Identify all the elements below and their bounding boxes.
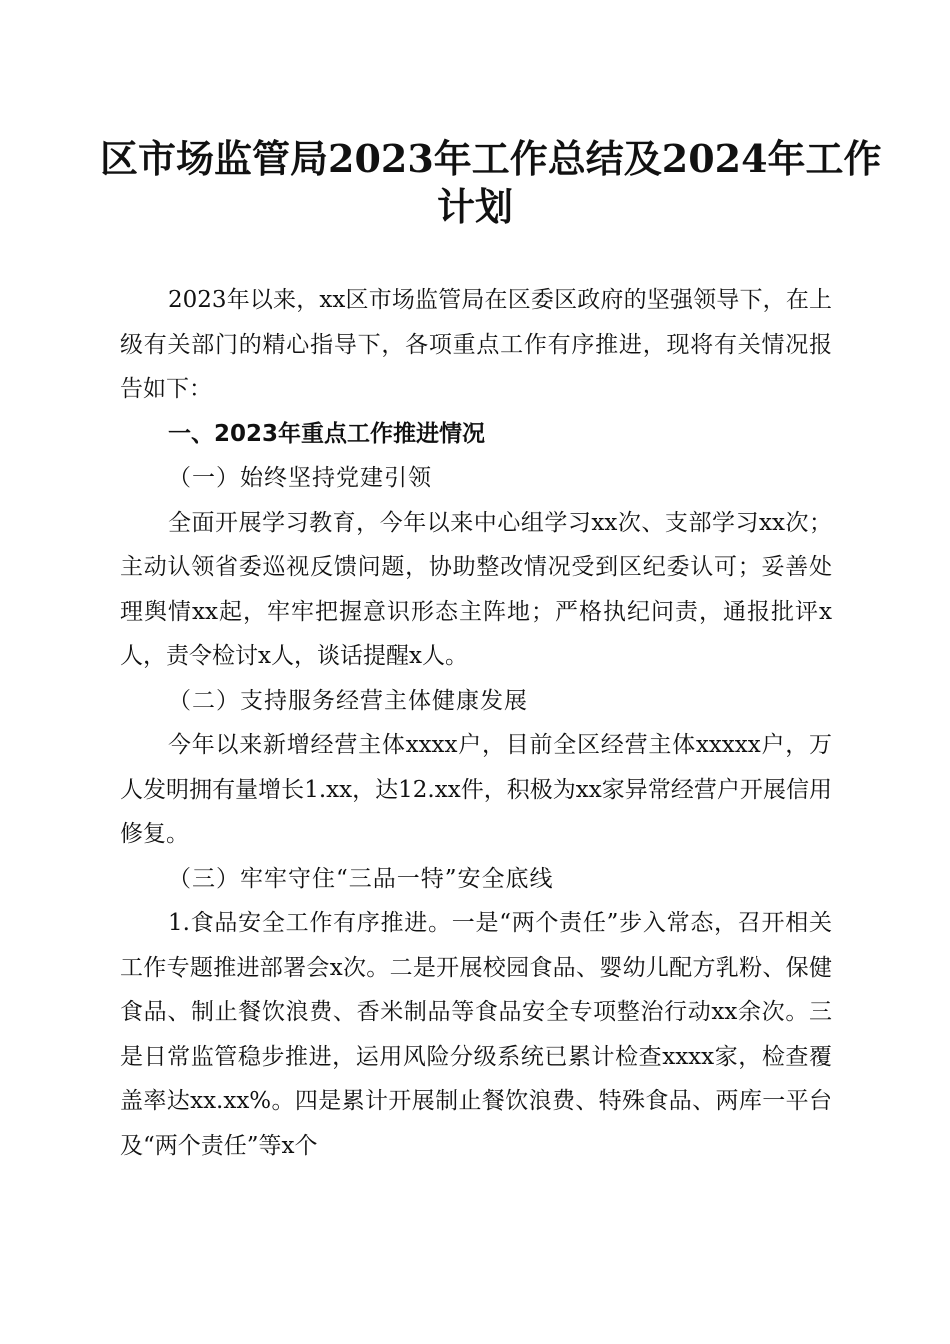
subsection-paragraph-1: 全面开展学习教育，今年以来中心组学习xx次、支部学习xx次；主动认领省委巡视反馈问题，协助整改情况受到区纪委认可；妥善处理舆情xx起，牢牢把握意识形态主阵地；严格执纪问责，通报批评x人，责令检讨x人，谈话提醒x人。 [120, 509, 832, 669]
document-body [120, 278, 832, 1168]
section-heading-1: 一、2023年重点工作推进情况 [168, 420, 486, 447]
subsection-heading-1: （一）始终坚持党建引领 [168, 465, 432, 491]
subsection-paragraph-2: 今年以来新增经营主体xxxx户，目前全区经营主体xxxxx户，万人发明拥有量增长1.xx，达12.xx件，积极为xx家异常经营户开展信用修复。 [120, 732, 832, 847]
document-title-line-2: 计划 [436, 184, 513, 229]
subsection-paragraph-3: 1.食品安全工作有序推进。一是“两个责任”步入常态，召开相关工作专题推进部署会x次。二是开展校园食品、婴幼儿配方乳粉、保健食品、制止餐饮浪费、香米制品等食品安全专项整治行动xx余次。三是日常监管稳步推进，运用风险分级系统已累计检查xxxx家，检查覆盖率达xx.xx%。四是累计开展制止餐饮浪费、特殊食品、两库一平台及“两个责任”等x个 [120, 910, 832, 1159]
subsection-heading-2: （二）支持服务经营主体健康发展 [168, 687, 528, 714]
document-title-line-1: 区市场监管局2023年工作总结及2024年工作 [100, 136, 882, 181]
subsection-heading-3: （三）牢牢守住“三品一特”安全底线 [168, 865, 554, 892]
intro-paragraph: 2023年以来，xx区市场监管局在区委区政府的坚强领导下，在上级有关部门的精心指导下，各项重点工作有序推进，现将有关情况报告如下： [120, 287, 832, 402]
